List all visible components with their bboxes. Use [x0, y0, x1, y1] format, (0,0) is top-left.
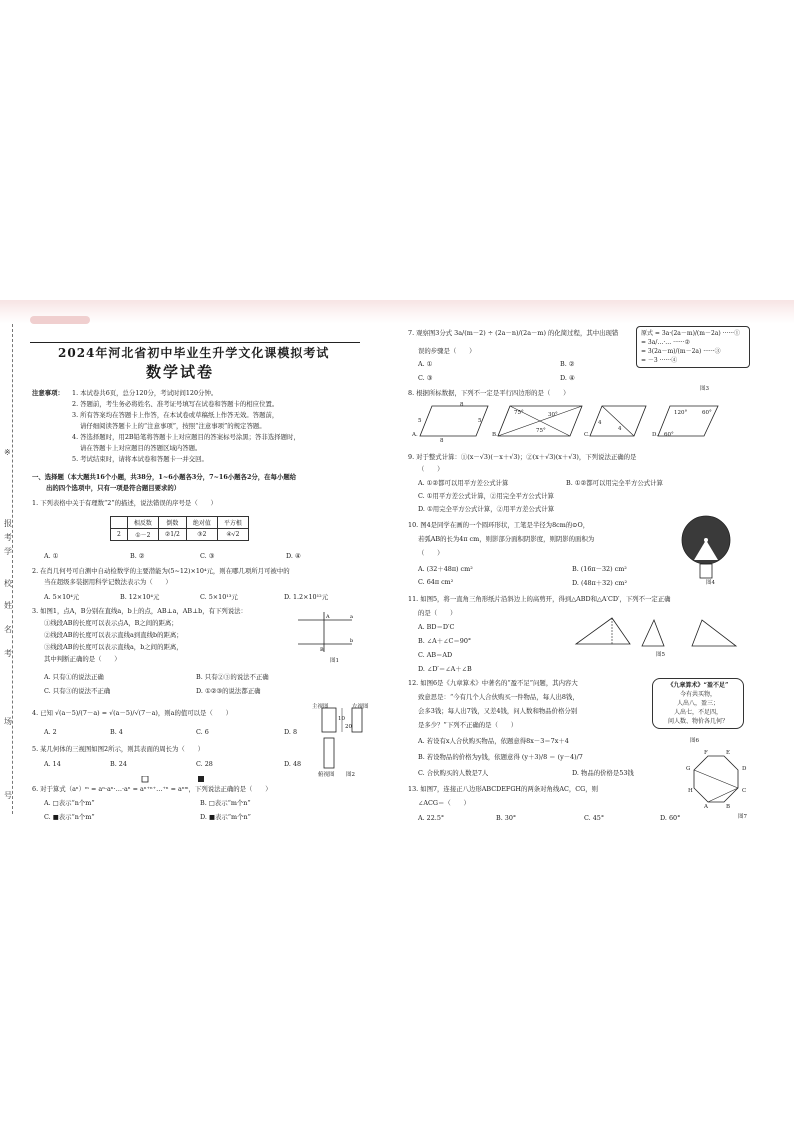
- margin-char: 号: [4, 791, 12, 800]
- story-line: 人出七，不足四，: [673, 709, 722, 716]
- question-9-line2: （ ）: [418, 465, 444, 473]
- solution-step: = 3(2a－m)/(m－2a) ······③: [641, 348, 721, 355]
- option: D. ①用完全平方公式计算，②用平方差公式计算: [418, 505, 555, 513]
- figure-caption: 图2: [346, 772, 355, 778]
- question-5: 5. 某几何体的三视图如图2所示，则其表面的周长为（ ）: [32, 745, 204, 753]
- option: A. ①②都可以用平方差公式计算: [418, 479, 509, 487]
- figure-caption: 图6: [690, 738, 699, 744]
- notice-item: 请仔细阅读答题卡上的“注意事项”，按照“注意事项”的规定答题。: [80, 422, 266, 430]
- question-13: 13. 如图7，连接正八边形ABCDEFGH的两条对角线AC，CG，则: [408, 785, 599, 793]
- figure-caption: 图4: [706, 580, 715, 586]
- q3-item: ③线段AB的长度可以表示直线a，b之间的距离，: [44, 643, 183, 651]
- figure-4: [680, 514, 736, 584]
- table-header: [111, 517, 128, 529]
- fig2-dim: 10: [338, 716, 345, 722]
- q8-number: 4: [618, 426, 622, 432]
- option: D. 48: [284, 760, 302, 768]
- margin-char: ※: [4, 448, 11, 457]
- question-13-line2: ∠ACG＝（ ）: [418, 799, 470, 807]
- margin-char: 考: [4, 649, 12, 658]
- option: B.: [492, 432, 498, 438]
- fig7-label: E: [726, 750, 731, 756]
- option: D. ④: [560, 374, 575, 382]
- q7-solution-box: [636, 326, 750, 368]
- table-cell: ①－2: [127, 529, 158, 541]
- option: B. ②: [130, 552, 145, 560]
- option: B. ②: [560, 360, 575, 368]
- solution-step: = －3 ······④: [641, 357, 678, 364]
- margin-char: 名: [4, 625, 12, 634]
- option: B. 30°: [496, 814, 517, 822]
- option: A. ①: [418, 360, 433, 368]
- question-10-line3: （ ）: [418, 549, 444, 557]
- option: A. ①: [44, 552, 59, 560]
- table-cell: ③2: [186, 529, 217, 541]
- option: C. ③: [418, 374, 433, 382]
- question-12-line2: 致意思是：“今有几个人合伙购买一件物品，每人出8钱，: [418, 693, 579, 701]
- option: B. 24: [110, 760, 127, 768]
- figure-7: [684, 752, 748, 816]
- option: C. 5×10¹³元: [200, 593, 238, 601]
- option: A. 14: [44, 760, 61, 768]
- option: B. ①②都可以用完全平方公式计算: [566, 479, 663, 487]
- margin-char: 校: [4, 579, 12, 588]
- q8-number: 8: [460, 402, 464, 408]
- option: C. 64π cm²: [418, 578, 454, 586]
- story-line: 人出八，盈三；: [676, 700, 719, 707]
- fig2-label: 左视图: [352, 704, 369, 710]
- question-12-line3: 会多3钱；每人出7钱，又差4钱，问人数和物品价格分别: [418, 707, 578, 715]
- option: C. ■表示“n个m”: [44, 813, 95, 821]
- question-12: 12. 如图6是《九章算术》中著名的“盈不足”问题，其内容大: [408, 679, 578, 687]
- question-7: 7. 观察图3分式 3a/(m－2) ÷ (2a－n)/(2a－m) 的化简过程，其中出现错: [408, 329, 619, 337]
- q12-story-box: [652, 678, 744, 729]
- section-heading: 出的四个选项中，只有一项是符合题目要求的）: [46, 484, 181, 492]
- option: C. ③: [200, 552, 215, 560]
- story-line: 今有共买物，: [679, 691, 716, 698]
- option: C. 合伙购买的人数是7人: [418, 769, 489, 777]
- option: A. 若设有x人合伙购买物品，依题意得8x－3＝7x＋4: [418, 737, 569, 745]
- option: A. □表示“n个m”: [44, 799, 95, 807]
- figure-2: [312, 700, 372, 774]
- question-10-line2: 若弧AB的长为4π cm，则影部分面积阴影度，则阴影的面积为: [418, 535, 595, 543]
- option: C. 6: [196, 728, 209, 736]
- option: D. ∠D′＝∠A＋∠B: [418, 665, 472, 673]
- margin-char: 学: [4, 547, 12, 556]
- option: A. 2: [44, 728, 57, 736]
- notice-item: 5. 考试结束时，请将本试卷和答题卡一并交回。: [72, 455, 208, 463]
- notice-item: 请在答题卡上对应题目的答题区域内答题。: [80, 444, 202, 452]
- q3-item: ②线段AB的长度可以表示直线a到直线b的距离；: [44, 631, 183, 639]
- fig2-dim: 20: [345, 724, 352, 730]
- scan-edge-shadow: [0, 300, 794, 324]
- svg-text:B: B: [320, 647, 324, 653]
- question-7-line2: 误的步骤是（ ）: [418, 347, 476, 355]
- q8-number: 75°: [536, 428, 546, 434]
- notice-item: 2. 答题前，考生务必将姓名、准考证号填写在试卷和答题卡的相应位置。: [72, 400, 279, 408]
- option: D. (48π＋32) cm²: [572, 579, 628, 587]
- option: D. 1.2×10¹²元: [284, 593, 329, 601]
- figure-caption: 图7: [738, 814, 747, 820]
- q6-squares: [114, 776, 214, 784]
- option: B. 只有②③的说法不正确: [196, 673, 269, 681]
- margin-char: 考: [4, 533, 12, 542]
- q8-number: 75°: [514, 410, 524, 416]
- option: D. 60°: [660, 814, 681, 822]
- fig7-label: A: [704, 804, 708, 810]
- fig2-label: 主视图: [312, 704, 329, 710]
- option: D. ■表示“m个n”: [200, 813, 251, 821]
- scan-stamp-mark: [30, 316, 90, 324]
- title-rule: [30, 342, 360, 343]
- binding-line: [12, 324, 13, 814]
- fig7-label: B: [726, 804, 731, 810]
- q3-item: ①线段AB的长度可以表示点A，B之间的距离；: [44, 619, 178, 627]
- q8-number: 5: [478, 418, 482, 424]
- svg-text:a: a: [350, 614, 353, 620]
- q8-figures: [412, 400, 722, 444]
- margin-char: 报: [4, 519, 12, 528]
- option: D. 物品的价格是53钱: [572, 769, 634, 777]
- table-cell: ④√2: [217, 529, 248, 541]
- story-line: 问人数、物价各几何？: [667, 718, 728, 725]
- q8-number: 8: [440, 438, 444, 444]
- question-9: 9. 对于整式计算：①(x－√3)(－x＋√3)；②(x＋√3)(x＋√3)，下列说法正确的是: [408, 453, 637, 461]
- table-header: 绝对值: [186, 517, 217, 529]
- q8-number: 60°: [702, 410, 712, 416]
- notice-item: 3. 所有答案均在答题卡上作答，在本试卷或草稿纸上作答无效。答题前，: [72, 411, 279, 419]
- q3-item: 其中判断正确的是（ ）: [44, 655, 121, 663]
- notice-item: 4. 答选择题时，用2B铅笔将答题卡上对应题目的答案标号涂黑；答非选择题时，: [72, 433, 300, 441]
- table-header: 平方根: [217, 517, 248, 529]
- option: A. 只有①的说法正确: [44, 673, 104, 681]
- table-header: 倒数: [158, 517, 186, 529]
- table-header: 相反数: [127, 517, 158, 529]
- question-2-line2: 当在超级多装据用科学记数法表示为（ ）: [44, 578, 172, 586]
- option: C.: [584, 432, 590, 438]
- svg-text:b: b: [350, 638, 354, 644]
- option: B. 12×10⁴元: [120, 593, 160, 601]
- table-cell: ②1/2: [158, 529, 186, 541]
- q8-number: 60°: [664, 432, 674, 438]
- margin-char: 场: [4, 717, 12, 726]
- solution-step: = 3a/…·… ······②: [641, 339, 690, 346]
- option: C. 只有③的说法不正确: [44, 687, 111, 695]
- option: C. 45°: [584, 814, 605, 822]
- figure-caption: 图3: [700, 386, 709, 392]
- q1-table: [110, 516, 249, 541]
- solution-step: 原式 = 3a·(2a－m)/(m－2a) ······①: [641, 330, 741, 337]
- option: B. 若设物品的价格为y钱，依题意得 (y＋3)/8 ＝ (y－4)/7: [418, 753, 583, 761]
- question-12-line4: 是多少？”下列不正确的是（ ）: [418, 721, 518, 729]
- option: C. AB＝AD: [418, 651, 453, 659]
- figure-caption: 图5: [656, 652, 665, 658]
- option: C. 28: [196, 760, 213, 768]
- option: D.: [652, 432, 658, 438]
- question-11-line2: 的是（ ）: [418, 609, 457, 617]
- option: D. ①②③的说法都正确: [196, 687, 261, 695]
- option: A. (32＋48π) cm²: [418, 565, 473, 573]
- section-heading: 一、选择题（本大题共16个小题，共38分，1~6小题各3分，7~16小题各2分，在每小题给: [32, 473, 297, 481]
- option: D. 8: [284, 728, 298, 736]
- margin-char: 姓: [4, 601, 12, 610]
- figure-1: [298, 606, 354, 662]
- q8-number: 4: [598, 420, 602, 426]
- figure-5: [572, 612, 742, 652]
- q8-number: 120°: [674, 410, 688, 416]
- svg-text:A: A: [326, 614, 330, 620]
- fig7-label: H: [688, 788, 693, 794]
- question-3: 3. 如图1，点A，B分别在直线a，b上的点，AB⊥a，AB⊥b，有下列说法：: [32, 607, 247, 615]
- option: B. □表示“m个n”: [200, 799, 251, 807]
- option: B. ∠A＋∠C＝90°: [418, 637, 472, 645]
- subject-title: 数学试卷: [146, 363, 215, 381]
- question-2: 2. 在肖几何号可自测中自动检数学的主要潜能为(5~12)×10⁴元，则在哪几项所月可被中的: [32, 567, 290, 575]
- exam-title: 2024年河北省初中毕业生升学文化课模拟考试: [58, 346, 330, 360]
- option: A.: [412, 432, 418, 438]
- option: A. 5×10⁴元: [44, 593, 80, 601]
- question-8: 8. 根据所标数据，下列不一定是平行四边形的是（ ）: [408, 389, 570, 397]
- question-11: 11. 如图5，将一直角三角形纸片沿斜边上的高剪开，得到△ABD和△A′CD′，下列不一定正确: [408, 595, 671, 603]
- fig7-label: F: [704, 750, 708, 756]
- figure-caption: 图1: [330, 658, 339, 664]
- question-6: 6. 对于算式（aⁿ）ᵐ = aⁿ·aⁿ·…·aⁿ = aⁿ⁺ⁿ⁺…⁺ⁿ = aⁿᵐ，下列说法正确的是（ ）: [32, 785, 272, 793]
- option: B. (16π－32) cm²: [572, 565, 627, 573]
- option: B. 4: [110, 728, 123, 736]
- q8-number: 5: [418, 418, 422, 424]
- question-10: 10. 图4是同学在画的一个圆环形状，工笔是半径为8cm的⊙O，: [408, 521, 590, 529]
- notice-item: 1. 本试卷共6页，总分120分，考试时间120分钟。: [72, 389, 218, 397]
- q8-number: 30°: [548, 412, 558, 418]
- option: A. 22.5°: [418, 814, 445, 822]
- option: A. BD＝D′C: [418, 623, 455, 631]
- notice-label: 注意事项：: [32, 389, 64, 397]
- fig2-label: 俯视图: [318, 772, 335, 778]
- fig7-label: D: [742, 766, 747, 772]
- question-1: 1. 下列表格中关于有理数“2”的描述，说法错误的序号是（ ）: [32, 499, 217, 507]
- table-cell: 2: [111, 529, 128, 541]
- option: C. ①用平方差公式计算，②用完全平方公式计算: [418, 492, 554, 500]
- option: D. ④: [286, 552, 301, 560]
- story-title: 《九章算术》“盈不足”: [667, 682, 729, 689]
- fig7-label: G: [686, 766, 691, 772]
- fig7-label: C: [742, 788, 747, 794]
- question-4: 4. 已知 √(a－5)/(7－a) = √(a－5)/√(7－a)，则a的值可以是（ ）: [32, 709, 232, 717]
